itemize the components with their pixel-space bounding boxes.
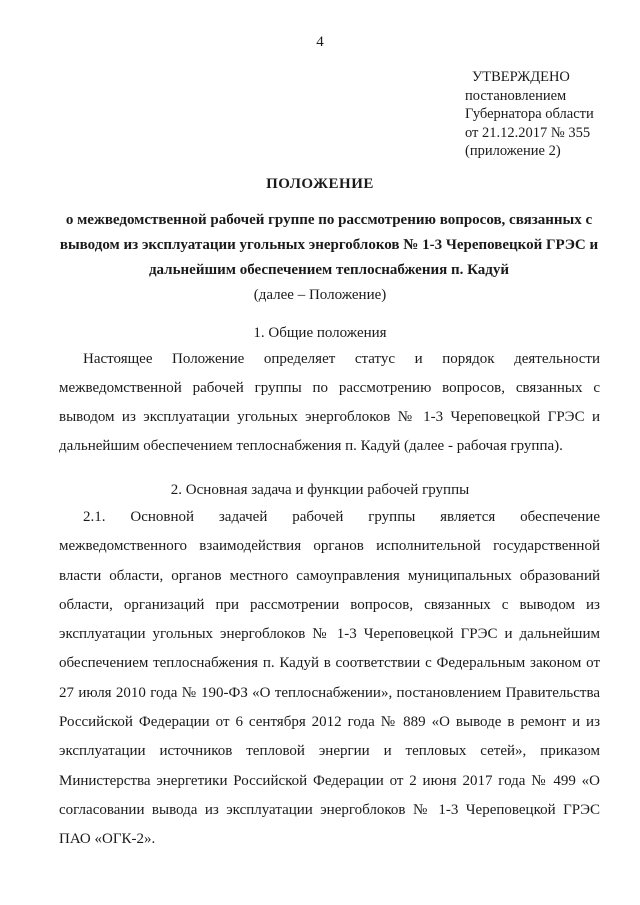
paragraph-line: Министерства энергетики Российской Федерации от 2 июня 2017 года № 499 «О: [59, 772, 600, 789]
section-heading-tasks: 2. Основная задача и функции рабочей группы: [170, 482, 470, 498]
subtitle-line: дальнейшим обеспечением теплоснабжения п. Кадуй: [148, 262, 510, 278]
approval-line: УТВЕРЖДЕНО: [472, 69, 570, 85]
paragraph-line: 2.1. Основной задачей рабочей группы является обеспечение: [83, 509, 600, 525]
paragraph-line: эксплуатации источников тепловой энергии и тепловых сетей», приказом: [59, 743, 600, 760]
subtitle-line: о межведомственной рабочей группе по рассмотрению вопросов, связанных с: [65, 212, 593, 228]
paragraph-line: согласовании вывода из эксплуатации энергоблоков № 1-3 Череповецкой ГРЭС: [59, 801, 600, 818]
paragraph-line: ПАО «ОГК-2».: [59, 831, 156, 848]
approval-stamp: [465, 68, 594, 161]
paragraph-tasks: [59, 503, 600, 848]
paragraph-line: Российской Федерации от 6 сентября 2012 года № 889 «О выводе в ремонт и из: [59, 714, 600, 731]
section-heading-general: 1. Общие положения: [253, 325, 387, 341]
paragraph-line: Настоящее Положение определяет статус и порядок деятельности: [83, 351, 600, 367]
paragraph-general: [59, 345, 600, 461]
paragraph-line: власти области, органов местного самоуправления муниципальных образований: [59, 567, 600, 584]
subtitle-line: выводом из эксплуатации угольных энергоблоков № 1-3 Череповецкой ГРЭС и: [59, 237, 599, 253]
document-subtitle: [55, 208, 603, 283]
approval-line: постановлением: [465, 87, 567, 104]
paragraph-line: 27 июля 2010 года № 190-ФЗ «О теплоснабжении», постановлением Правительства: [59, 684, 600, 701]
document-title: ПОЛОЖЕНИЕ: [266, 176, 374, 192]
paragraph-line: выводом из эксплуатации угольных энергоблоков № 1-3 Череповецкой ГРЭС и: [59, 409, 600, 425]
approval-line: (приложение 2): [465, 143, 561, 159]
approval-line: Губернатора области: [465, 106, 594, 122]
paragraph-line: эксплуатации угольных энергоблоков № 1-3 Череповецкой ГРЭС и дальнейшим: [59, 626, 600, 643]
paragraph-line: области, организаций при рассмотрении вопросов, связанных с выводом из: [59, 596, 600, 613]
paragraph-line: межведомственного взаимодействия органов исполнительной государственной: [59, 538, 600, 555]
subtitle-note: (далее – Положение): [253, 287, 387, 303]
approval-line: от 21.12.2017 № 355: [465, 124, 591, 141]
page-number: 4: [316, 34, 324, 50]
paragraph-line: обеспечением теплоснабжения п. Кадуй в соответствии с Федеральным законом от: [59, 655, 600, 672]
paragraph-line: дальнейшим обеспечением теплоснабжения п. Кадуй (далее - рабочая группа).: [59, 438, 563, 454]
paragraph-line: межведомственной рабочей группы по рассмотрению вопросов, связанных с: [59, 380, 600, 396]
